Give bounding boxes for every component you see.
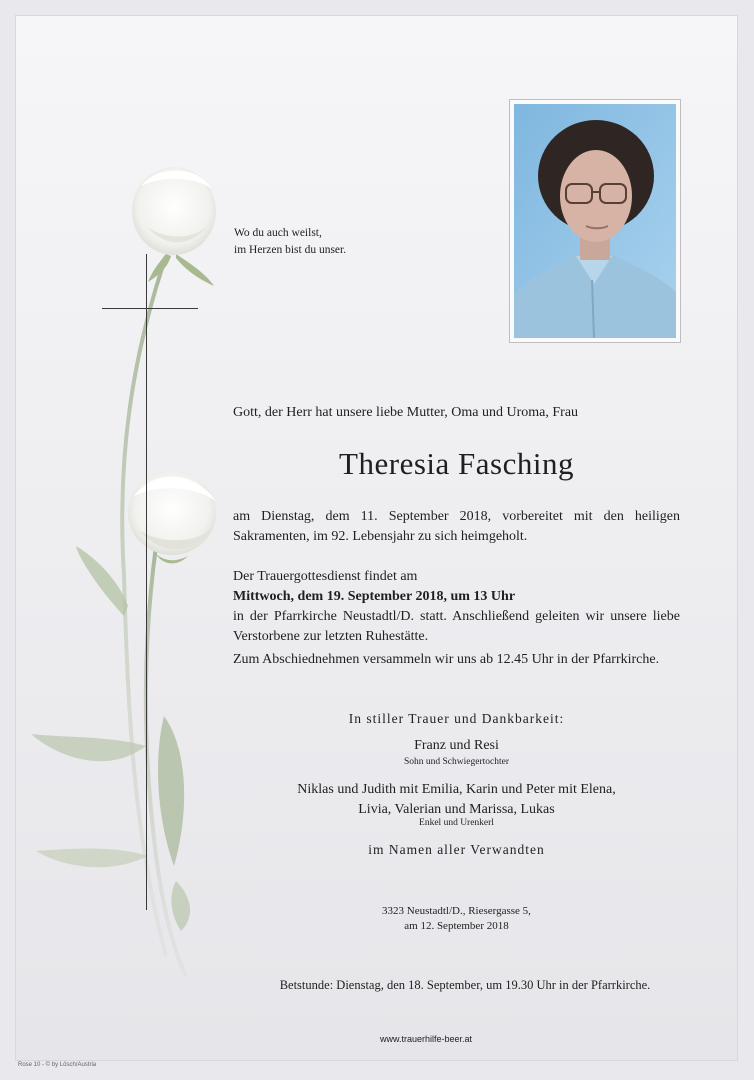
service-announcement [233, 567, 680, 607]
service-date-time: Mittwoch, dem 19. September 2018, um 13 Uhr [233, 589, 516, 604]
mourning-title: In stiller Trauer und Dankbarkeit: [348, 711, 565, 726]
grandchildren-line-2: Livia, Valerian und Marissa, Lukas [358, 802, 555, 817]
farewell-note: Zum Abschiednehmen versammeln wir uns ab 12.45 Uhr in der Pfarrkirche. [233, 652, 660, 667]
quote-line-2: im Herzen bist du unser. [234, 244, 347, 256]
cross-bar [102, 308, 198, 309]
children-role: Sohn und Schwiegertochter [403, 757, 509, 767]
design-credit: Rose 10 - © by Lösch/Austria [18, 1062, 97, 1068]
portrait-frame [509, 99, 681, 343]
portrait-photo [514, 104, 676, 338]
relatives-line: im Namen aller Verwandten [368, 842, 545, 857]
grandchildren-role: Enkel und Urenkerl [419, 818, 494, 828]
grandchildren-names [233, 780, 680, 820]
cross-icon [146, 254, 147, 910]
website-link[interactable]: www.trauerhilfe-beer.at [380, 1034, 473, 1044]
children-names: Franz und Resi [414, 738, 499, 753]
memorial-quote [234, 225, 346, 259]
death-paragraph: am Dienstag, dem 11. September 2018, vorbereitet mit den heiligen Sakramenten, im 92. Lebensjahr zu sich heimgeholt. [233, 509, 680, 544]
deceased-name: Theresia Fasching [339, 446, 574, 481]
quote-line-1: Wo du auch weilst, [234, 227, 322, 239]
grandchildren-line-1: Niklas und Judith mit Emilia, Karin und Peter mit Elena, [297, 782, 616, 797]
intro-text: Gott, der Herr hat unsere liebe Mutter, Oma und Uroma, Frau [233, 405, 579, 420]
address-line: 3323 Neustadtl/D., Riesergasse 5, [382, 905, 531, 917]
address-block [233, 904, 680, 934]
prayer-hour: Betstunde: Dienstag, den 18. September, um 19.30 Uhr in der Pfarrkirche. [279, 978, 651, 992]
obituary-card [16, 16, 737, 1060]
service-intro: Der Trauergottesdienst findet am [233, 569, 418, 584]
address-date: am 12. September 2018 [404, 920, 509, 932]
service-location: in der Pfarrkirche Neustadtl/D. statt. Anschließend geleiten wir unsere liebe Verstorbene zur letzten Ruhestätte. [233, 609, 680, 644]
